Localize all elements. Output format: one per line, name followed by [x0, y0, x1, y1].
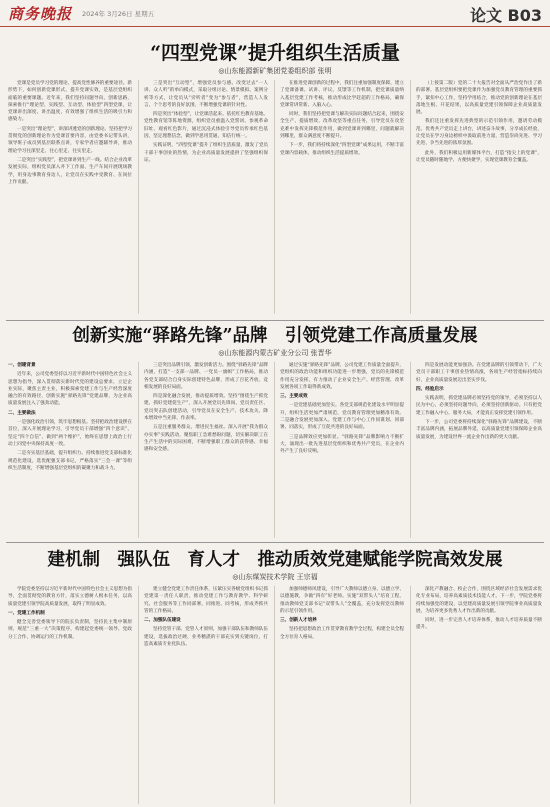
body-paragraph: 实践证明，“四型党课”提升了组织生活质量，激发了党员干部干事创业的热情，为企业高质量发展提供了坚强组织保证。: [144, 143, 268, 163]
section-subhead: 三、创新人才培养: [280, 618, 317, 624]
article-2-headline: 创新实施“驿路先锋”品牌 引领党建工作高质量发展: [72, 326, 478, 346]
body-paragraph: 三是品牌效应更加彰显。“驿路先锋”品牌影响力不断扩大，涌现出一批先进基层党组织和优秀共产党员，在企业内外产生了良好反响。: [280, 434, 404, 455]
article-2-column-3: [280, 362, 404, 538]
body-paragraph: 通过实施“驿路先锋”品牌，公司党建工作质量全面提升，党组织的政治功能和组织功能进一步增强，党员的先锋模范作用充分发挥，有力推动了企业安全生产、经营管理、改革发展各项工作取得新成效。: [280, 363, 404, 390]
body-paragraph: 健全完善党委领导下的院长负责制，坚持民主集中制原则，规范“三重一大”决策程序，构建起党委统一领导、党政分工合作、协调运行的工作机制。: [8, 620, 132, 640]
article-2-column-4: [416, 362, 542, 538]
article-1-column-1: [8, 80, 132, 314]
body-paragraph: 下一步，公司党委将持续深化“驿路先锋”品牌建设，不断丰富品牌内涵，拓展品牌外延，以高质量党建引领保障企业高质量发展，为建设世界一流企业作出新的更大贡献。: [416, 420, 542, 440]
body-paragraph: 一是党建基础更加坚实。各党支部规范化建设水平明显提升，组织生活更加严肃规范，党员教育管理更加精准有效。二是融合发展更加深入。党建工作与中心工作同谋划、同部署、同落实，形成了互促共进的良好局面。: [280, 403, 404, 431]
body-paragraph: 坚持党管干部、党管人才原则，加强干部队伍和教师队伍建设，选拔政治过硬、业务精湛的干部充实到关键岗位，打造高素质专业化队伍。: [144, 627, 268, 648]
body-paragraph: 二是夯实基层基础，提升组织力。持续推进党支部标准化规范化建设，选优配强支部书记，严格落实“三会一课”等组织生活制度，不断增强基层党组织的凝聚力和战斗力。: [8, 451, 132, 471]
section-subhead: 一、创建背景: [8, 363, 36, 368]
dateline: 2024年 3月26日 星期五: [82, 10, 155, 18]
section-subhead: 四、经验启示: [416, 386, 444, 392]
body-paragraph: （上接第二版）党的二十大报告对全面从严治党作出了新的部署。基层党组织要把党课作为加强党员教育管理的重要抓手，紧扣中心工作，坚持学用结合，推动党的创新理论在基层落地生根、开花结果，以高质量党建引领保障企业高质量发展。: [416, 81, 542, 116]
body-paragraph: 学院党委坚持以习近平新时代中国特色社会主义思想为指导，全面贯彻党的教育方针，落实立德树人根本任务，以高质量党建引领学院高质量发展，取得了明显成效。: [8, 587, 132, 607]
section-subhead: 一、党建工作机制: [8, 610, 45, 616]
article-3-headline: 建机制 强队伍 育人才 推动质效党建赋能学院高效发展: [47, 550, 503, 570]
body-paragraph: 三是突出“互动型”，增强党员参与感。改变过去“一人讲、众人听”的单向模式，采取分组讨论、情景模拟、案例分析等方式，让党员从“旁听者”变为“参与者”，营造人人发言、个个思考的良好氛围，不断增强党课的针对性。: [144, 81, 268, 108]
article-3-column-3: [280, 586, 404, 804]
article-1-byline: ◎山东能源新矿集团党委组织部 张明: [218, 67, 332, 75]
section-label: 论文 B03: [469, 6, 542, 25]
body-paragraph: 同时，进一步完善人才培养体系，推动人才培养质量不断提升。: [416, 618, 542, 631]
body-paragraph: 同时，我们坚持把党课与解决实际问题结合起来，围绕安全生产、提质增效、改革攻坚等重点任务，引导党员在攻坚克难中发挥先锋模范作用，做到党课讲到哪里，问题就解决到哪里，群众满意度不断提升。: [280, 112, 404, 140]
article-divider: [6, 542, 544, 543]
body-paragraph: 建立健全党建工作责任体系，压紧压实各级党组织书记抓党建第一责任人职责，推动党建工作与教育教学、科学研究、社会服务等工作同部署、同推进、同考核，形成齐抓共管的工作格局。: [144, 587, 268, 614]
body-paragraph: 四是深化融合发展，推动提质增效。坚持“围绕生产抓党建、抓好党建促生产”，深入开展党员先锋岗、党员责任区、党员突击队创建活动，引导党员在安全生产、技术攻关、降本增效中当先锋、作表率。: [144, 394, 268, 422]
column-divider: [274, 586, 275, 804]
article-3-column-4: [416, 586, 542, 804]
column-divider: [138, 362, 139, 538]
article-2-column-1: [8, 362, 132, 538]
body-paragraph: 近年来，公司党委坚持以习近平新时代中国特色社会主义思想为指导，深入贯彻落实新时代党的建设总要求，立足企业实际，聚焦主责主业，积极探索党建工作与生产经营深度融合的有效路径，创新实施“驿路先锋”党建品牌，为企业高质量发展注入了强劲动能。: [8, 372, 132, 407]
body-paragraph: 我们还注重发挥先进典型的示范引领作用，邀请劳动模范、优秀共产党员走上讲台，讲述奋斗故事，分享成长经验，让党员在学习身边榜样中汲取前进力量，营造崇尚先进、学习先进、争当先进的浓厚氛围。: [416, 119, 542, 147]
body-paragraph: 一是强化政治引领，筑牢思想根基。坚持把政治建设摆在首位，深入开展理论学习，引导党员干部增强“四个意识”、坚定“四个自信”、做到“两个维护”，始终在思想上政治上行动上同党中央保持高度一致。: [8, 420, 132, 447]
body-paragraph: 四是突出“体验型”，让党课活起来。依托红色教育基地、党性教育馆等阵地资源，组织党员重温入党誓词、参观革命旧址、观看红色影片，通过沉浸式体验引导党员传承红色基因，坚定理想信念，做到学思用贯通、知信行统一。: [144, 112, 268, 140]
article-divider: [6, 320, 544, 321]
newspaper-logo: 商务晚报: [8, 5, 73, 23]
column-divider: [274, 80, 275, 314]
body-paragraph: 坚持把思想政治工作贯穿教育教学全过程，构建全员全程全方位育人格局。: [280, 627, 404, 640]
section-subhead: 二、主要做法: [8, 410, 36, 416]
body-paragraph: 下一步，我们将持续深化“四型党课”成果运用，不断丰富党课内容载体，推动组织生活提质增效。: [280, 143, 404, 156]
body-paragraph: 加强师德师风建设，引导广大教师以德立身、以德立学、以德施教，争做“四有”好老师。实施“双带头人”培育工程，推动教师党支部书记“双带头人”全覆盖，充分发挥党员教师的示范引领作用。: [280, 587, 404, 614]
body-paragraph: 此外，我们积极运用新媒体平台，打造“指尖上的党课”，让党员随时随地学、方便快捷学，实现党课教育全覆盖。: [416, 150, 542, 163]
body-paragraph: 四是发展动能更加强劲。在党建品牌的引领带动下，广大党员干部职工干事创业热情高涨，各项生产经营指标持续向好，企业高质量发展迈出坚实步伐。: [416, 363, 542, 383]
article-3-column-1: [8, 586, 132, 804]
article-3-byline: ◎山东煤炭技术学院 王宗福: [232, 573, 318, 581]
section-subhead: 三、主要成效: [280, 394, 308, 400]
body-paragraph: 二是突出“实践型”，把党课讲到生产一线。结合企业改革发展实际，组织党员深入井下工作面、生产车间开展现场教学，用身边事教育身边人，让党员在实践中受教育、在岗位上作贡献。: [8, 157, 132, 185]
body-paragraph: 三是突出品牌引领，激发创新活力。围绕“驿路先锋”品牌内涵，打造“一支部一品牌、一党员一旗帜”工作格局，推动各党支部结合自身实际创建特色品牌，形成了百花齐放、竞相发展的良好局面。: [144, 363, 268, 390]
body-paragraph: 在推进党课创新的过程中，我们注重加强制度保障，建立了党课备课、试讲、评议、反馈等工作机制，把党课质量纳入基层党建工作考核，推动形成比学赶超的工作格局，确保党课常讲常新、入脑入心。: [280, 81, 404, 108]
column-divider: [410, 586, 411, 804]
section-subhead: 二、加强队伍建设: [144, 618, 181, 624]
article-2-byline: ◎山东能源内蒙古矿业分公司 张晋华: [218, 349, 332, 357]
article-1-column-4: [416, 80, 542, 314]
column-divider: [138, 80, 139, 314]
column-divider: [410, 362, 411, 538]
masthead: [0, 0, 550, 27]
body-paragraph: 党课是党员学习党的理论、提高党性修养的重要途径。新形势下，如何创新党课形式、提升党课实效，是基层党组织面临的重要课题。近年来，我们坚持问题导向、创新思路，探索推行“理论型、实践型、互动型、体验型”四型党课，让党课讲出深度、讲出温度，有效增强了组织生活的吸引力和感染力。: [8, 81, 132, 123]
column-divider: [410, 80, 411, 314]
column-divider: [138, 586, 139, 804]
article-2-column-2: [144, 362, 268, 538]
column-divider: [274, 362, 275, 538]
article-3-column-2: [144, 586, 268, 804]
article-1-column-3: [280, 80, 404, 314]
body-paragraph: 一是突出“理论型”，讲深讲透党的创新理论。坚持把学习贯彻党的创新理论作为党课首要内容，由党委书记带头讲，领导班子成员到基层联系点讲，专家学者应邀辅导讲，推动理论学习往深里走、往心里走、往实里走。: [8, 126, 132, 154]
article-1-headline: “四型党课”提升组织生活质量: [150, 42, 400, 64]
article-1-column-2: [144, 80, 268, 314]
body-paragraph: 深化产教融合、校企合作，围绕区域经济社会发展需求优化专业布局，培养高素质技术技能人才。下一步，学院党委将持续加强党的建设，以党建高质量发展引领学院事业高质量发展，为培养更多优秀人才作出新的贡献。: [416, 587, 542, 614]
body-paragraph: 实践表明，抓党建品牌必须坚持党的领导，必须坚持以人民为中心，必须坚持问题导向，必须坚持创新驱动。只有把党建工作融入中心、服务大局，才能真正发挥党建引领作用。: [416, 396, 542, 416]
body-paragraph: 五是注重服务群众，增进民生福祉。深入开展“我为群众办实事”实践活动，聚焦职工急难愁盼问题，切实解决职工在生产生活中的实际困难，不断增强职工群众的获得感、幸福感和安全感。: [144, 425, 268, 453]
